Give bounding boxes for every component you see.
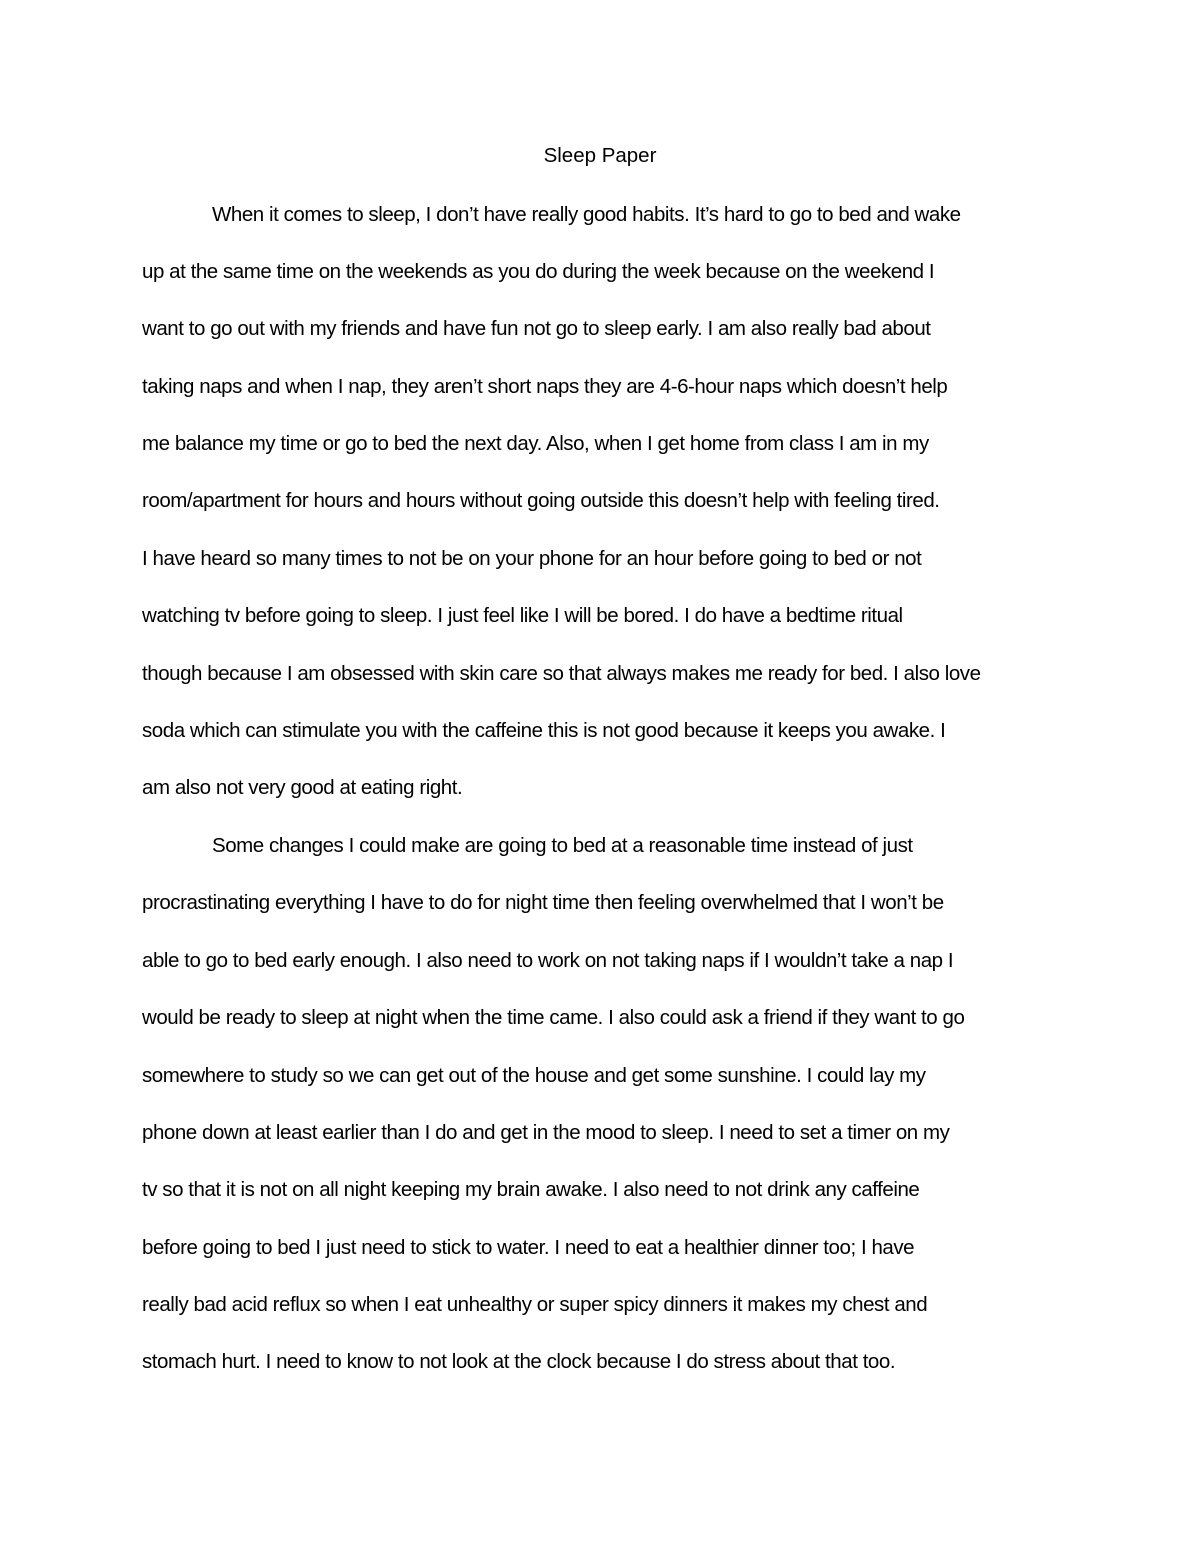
paragraph-line: room/apartment for hours and hours without going outside this doesn’t help with feeling tired. — [142, 489, 940, 512]
paragraph-line: stomach hurt. I need to know to not look at the clock because I do stress about that too. — [142, 1350, 896, 1373]
paragraph-line: soda which can stimulate you with the caffeine this is not good because it keeps you awake. I — [142, 719, 946, 742]
paragraph-line: really bad acid reflux so when I eat unhealthy or super spicy dinners it makes my chest and — [142, 1293, 928, 1316]
page-title: Sleep Paper — [543, 144, 657, 167]
paragraph-line: am also not very good at eating right. — [142, 776, 463, 799]
paragraph-line: though because I am obsessed with skin care so that always makes me ready for bed. I also love — [142, 662, 981, 685]
paragraph-line: before going to bed I just need to stick to water. I need to eat a healthier dinner too; I have — [142, 1236, 915, 1259]
paragraph-line: somewhere to study so we can get out of the house and get some sunshine. I could lay my — [142, 1064, 926, 1087]
paragraph-line: up at the same time on the weekends as you do during the week because on the weekend I — [142, 260, 935, 283]
paragraph-line: phone down at least earlier than I do and get in the mood to sleep. I need to set a timer on my — [142, 1121, 950, 1144]
paragraph-line: tv so that it is not on all night keeping my brain awake. I also need to not drink any caffeine — [142, 1178, 920, 1201]
paragraph-line: Some changes I could make are going to bed at a reasonable time instead of just — [212, 834, 913, 857]
paragraph-line: When it comes to sleep, I don’t have really good habits. It’s hard to go to bed and wake — [212, 203, 961, 226]
paragraph-line: able to go to bed early enough. I also need to work on not taking naps if I wouldn’t take a nap I — [142, 949, 954, 972]
paragraph-line: want to go out with my friends and have fun not go to sleep early. I am also really bad about — [142, 317, 931, 340]
paragraph-line: taking naps and when I nap, they aren’t short naps they are 4-6-hour naps which doesn’t help — [142, 375, 948, 398]
paragraph-line: procrastinating everything I have to do for night time then feeling overwhelmed that I won’t be — [142, 891, 944, 914]
paragraph-line: I have heard so many times to not be on your phone for an hour before going to bed or not — [142, 547, 922, 570]
paragraph-line: would be ready to sleep at night when the time came. I also could ask a friend if they want to go — [142, 1006, 965, 1029]
paragraph-line: watching tv before going to sleep. I just feel like I will be bored. I do have a bedtime ritual — [142, 604, 903, 627]
paragraph-line: me balance my time or go to bed the next day. Also, when I get home from class I am in my — [142, 432, 929, 455]
